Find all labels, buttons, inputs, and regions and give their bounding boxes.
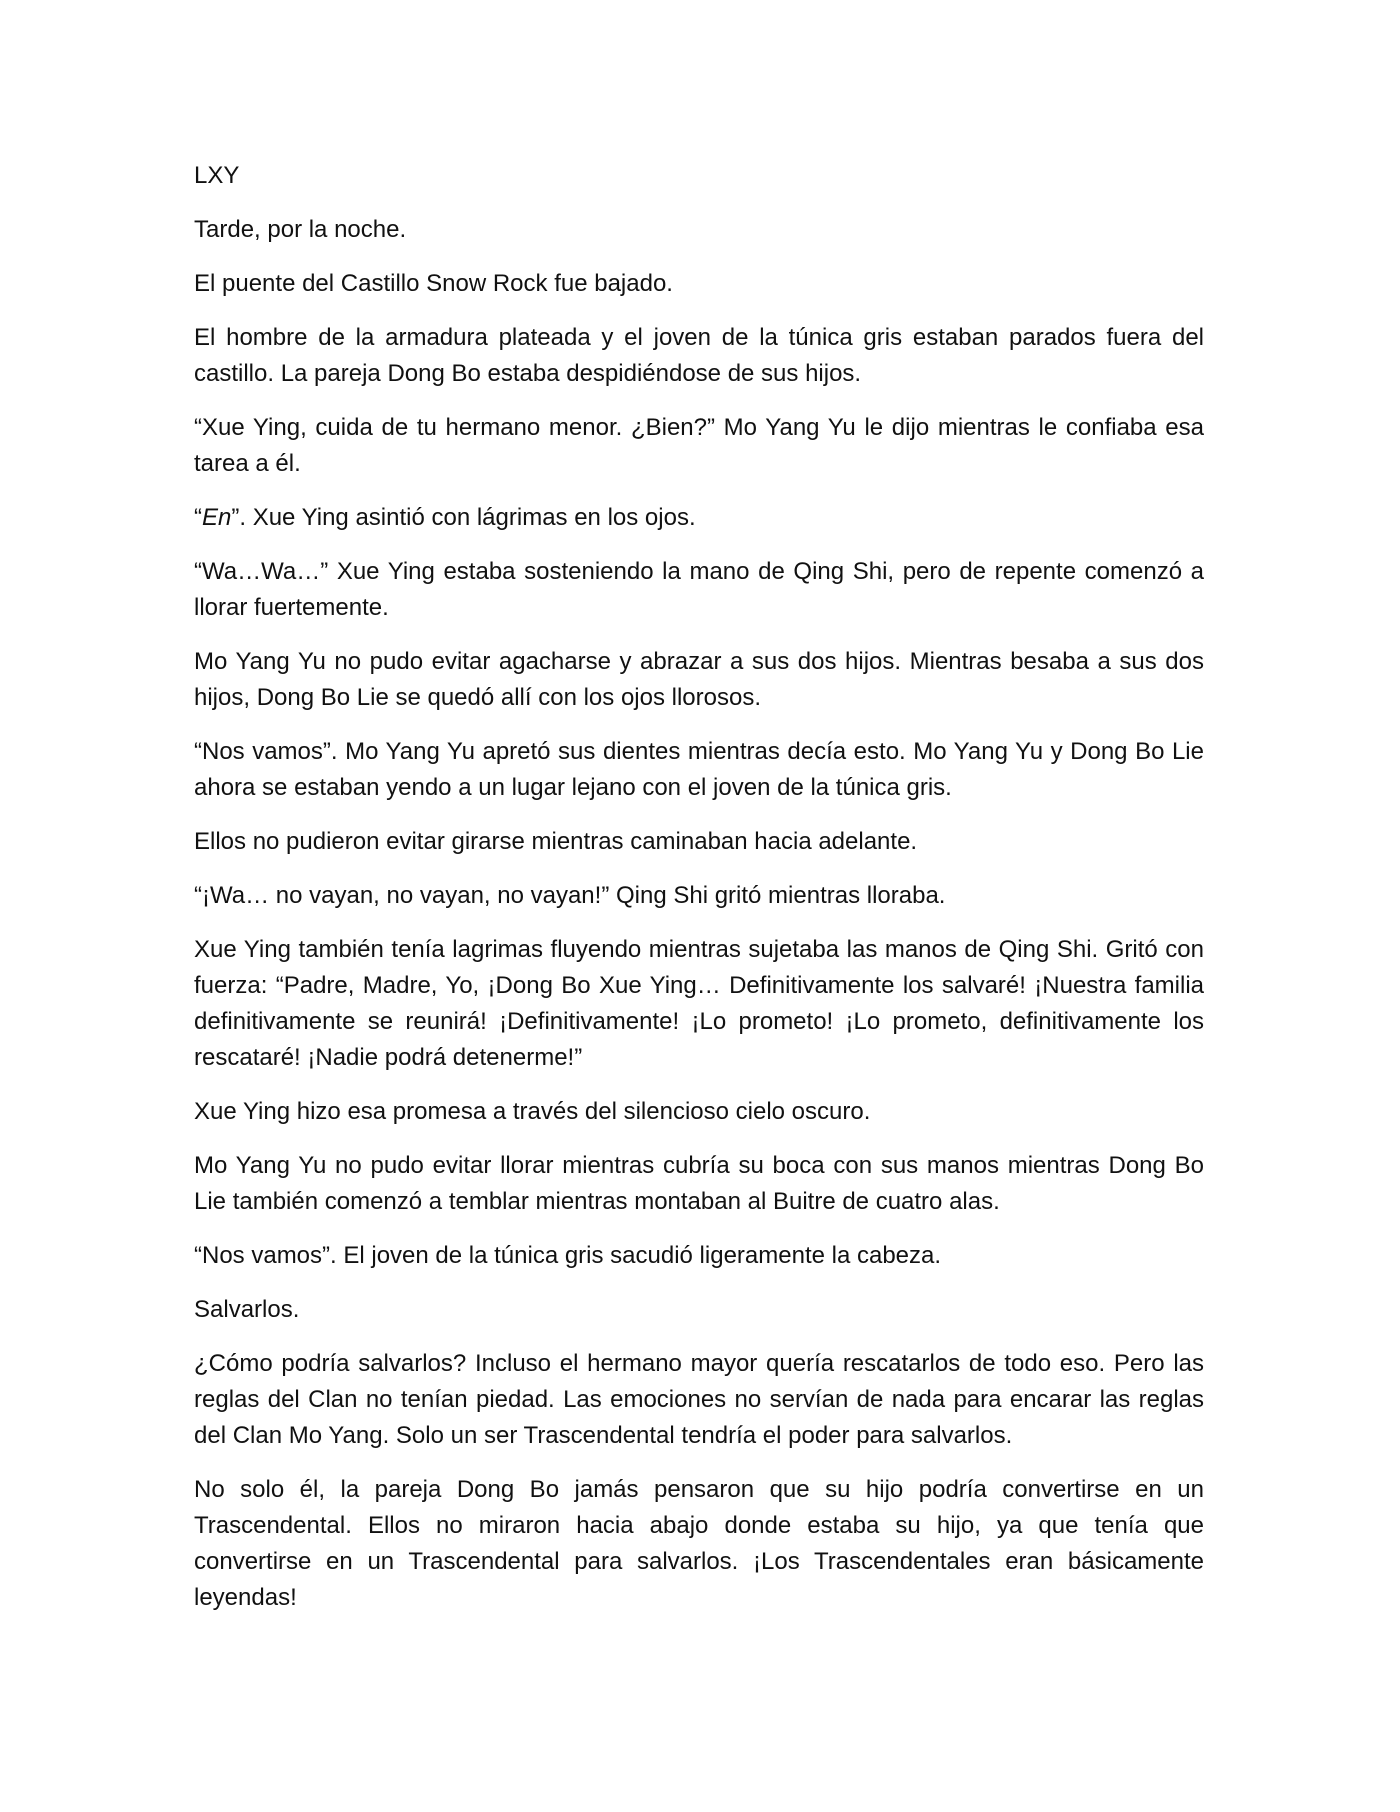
paragraph-text-after: ”. Xue Ying asintió con lágrimas en los ojos. — [231, 504, 696, 531]
paragraph: No solo él, la pareja Dong Bo jamás pensaron que su hijo podría convertirse en un Trascendental. Ellos no miraron hacia abajo donde estaba su hijo, ya que tenía que convertirse en un Trascendental para salvarlos. ¡Los Trascendentales eran básicamente leyendas! — [194, 1476, 1204, 1611]
paragraph: Ellos no pudieron evitar girarse mientras caminaban hacia adelante. — [194, 828, 918, 855]
paragraph: Xue Ying también tenía lagrimas fluyendo mientras sujetaba las manos de Qing Shi. Gritó con fuerza: “Padre, Madre, Yo, ¡Dong Bo Xue Ying… Definitivamente los salvaré! ¡Nuestra familia definitivamente se reunirá! ¡Definitivamente! ¡Lo prometo! ¡Lo prometo, definitivamente los rescataré! ¡Nadie podrá detenerme!” — [194, 936, 1204, 1071]
paragraph-emphasis: En — [202, 504, 232, 531]
paragraph: “Nos vamos”. El joven de la túnica gris sacudió ligeramente la cabeza. — [194, 1242, 942, 1269]
document-body — [194, 158, 1204, 1634]
paragraph: Mo Yang Yu no pudo evitar agacharse y abrazar a sus dos hijos. Mientras besaba a sus dos hijos, Dong Bo Lie se quedó allí con los ojos llorosos. — [194, 648, 1204, 711]
paragraph: Tarde, por la noche. — [194, 216, 407, 243]
paragraph: Mo Yang Yu no pudo evitar llorar mientras cubría su boca con sus manos mientras Dong Bo Lie también comenzó a temblar mientras montaban al Buitre de cuatro alas. — [194, 1152, 1204, 1215]
document-header: LXY — [194, 162, 240, 189]
paragraph — [194, 500, 1204, 536]
paragraph-text-before: “ — [194, 504, 202, 531]
paragraph: “Xue Ying, cuida de tu hermano menor. ¿Bien?” Mo Yang Yu le dijo mientras le confiaba esa tarea a él. — [194, 414, 1204, 477]
paragraph: ¿Cómo podría salvarlos? Incluso el hermano mayor quería rescatarlos de todo eso. Pero las reglas del Clan no tenían piedad. Las emociones no servían de nada para encarar las reglas del Clan Mo Yang. Solo un ser Trascendental tendría el poder para salvarlos. — [194, 1350, 1204, 1449]
paragraph: “Wa…Wa…” Xue Ying estaba sosteniendo la mano de Qing Shi, pero de repente comenzó a llorar fuertemente. — [194, 558, 1204, 621]
paragraph: Xue Ying hizo esa promesa a través del silencioso cielo oscuro. — [194, 1098, 871, 1125]
paragraph: Salvarlos. — [194, 1296, 300, 1323]
paragraph: El puente del Castillo Snow Rock fue bajado. — [194, 270, 673, 297]
paragraph: El hombre de la armadura plateada y el joven de la túnica gris estaban parados fuera del castillo. La pareja Dong Bo estaba despidiéndose de sus hijos. — [194, 324, 1204, 387]
paragraph: “¡Wa… no vayan, no vayan, no vayan!” Qing Shi gritó mientras lloraba. — [194, 882, 946, 909]
paragraph: “Nos vamos”. Mo Yang Yu apretó sus dientes mientras decía esto. Mo Yang Yu y Dong Bo Lie ahora se estaban yendo a un lugar lejano con el joven de la túnica gris. — [194, 738, 1204, 801]
